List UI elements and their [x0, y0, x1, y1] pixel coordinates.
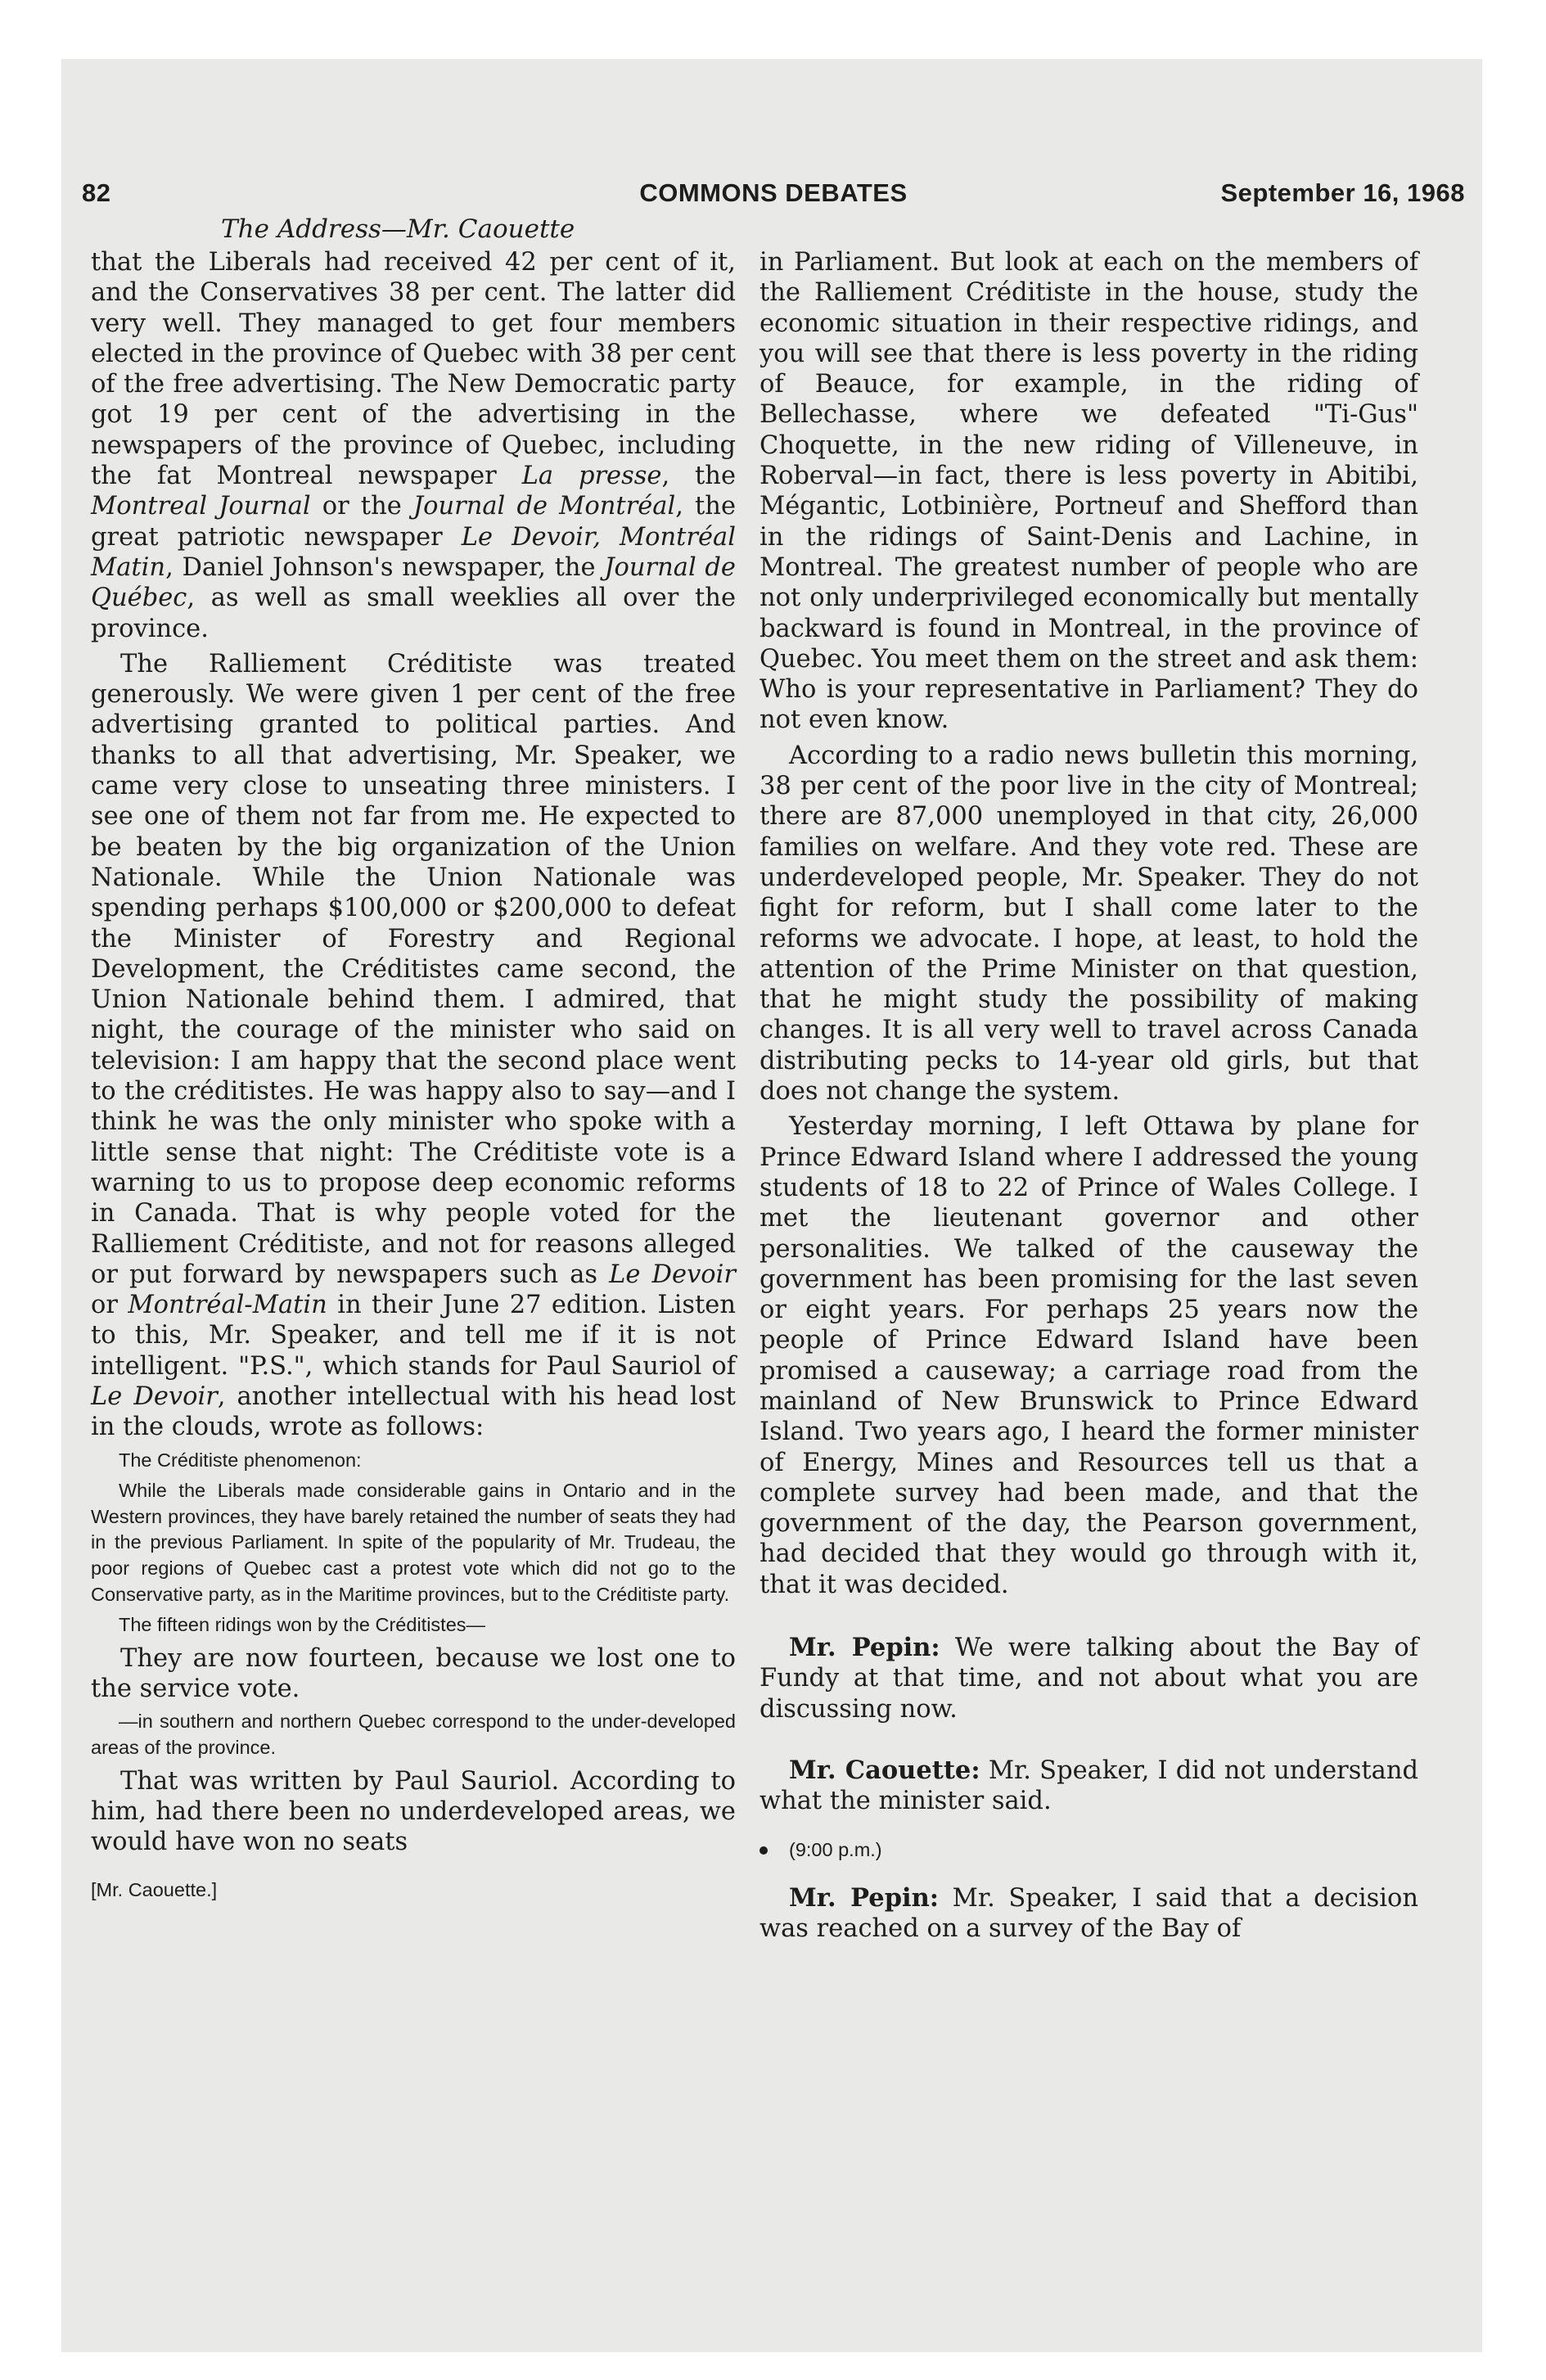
time-marker: (9:00 p.m.): [759, 1835, 1418, 1865]
paragraph: That was written by Paul Sauriol. According to him, had there been no underdeveloped areas, we would have won no seats: [91, 1766, 736, 1857]
speaker-bracket: [Mr. Caouette.]: [91, 1879, 218, 1901]
right-column: [759, 247, 1418, 1944]
section-subheader: The Address—Mr. Caouette: [221, 214, 575, 244]
paragraph: According to a radio news bulletin this morning, 38 per cent of the poor live in the city of Montreal; there are 87,000 unemployed in that city, 26,000 families on welfare. And they vote red. These are underdeveloped people, Mr. Speaker. They do not fight for reform, but I shall come later to the reforms we advocate. I hope, at least, to hold the attention of the Prime Minister on that question, that he might study the possibility of making changes. It is all very well to travel across Canada distributing pecks to 14-year old girls, but that does not change the system.: [759, 741, 1418, 1107]
quotation: While the Liberals made considerable gains in Ontario and in the Western provinces, they have barely retained the number of seats they had in the previous Parliament. In spite of the popularity of Mr. Trudeau, the poor regions of Quebec cast a protest vote which did not go to the Conservative party, as in the Maritime provinces, but to the Créditiste party.: [91, 1480, 736, 1605]
speaker-name: Mr. Pepin:: [789, 1882, 940, 1913]
page-number: 82: [82, 178, 111, 207]
speaker-paragraph: Mr. Pepin: Mr. Speaker, I said that a decision was reached on a survey of the Bay of: [759, 1882, 1419, 1944]
left-column: [91, 247, 736, 1906]
quotation: The Créditiste phenomenon:: [119, 1449, 362, 1471]
bullet-icon: [759, 1846, 768, 1855]
speaker-paragraph: Mr. Pepin: We were talking about the Bay of Fundy at that time, and not about what you are discussing now.: [759, 1633, 1418, 1724]
quotation: The fifteen ridings won by the Créditistes—: [119, 1614, 486, 1636]
header-date: September 16, 1968: [1220, 178, 1465, 207]
paragraph: in Parliament. But look at each on the members of the Ralliement Créditiste in the house, study the economic situation in their respective ridings, and you will see that there is less poverty in the riding of Beauce, for example, in the riding of Bellechasse, where we defeated "Ti-Gus" Choquette, in the new riding of Villeneuve, in Roberval—in fact, there is less poverty in Abitibi, Mégantic, Lotbinière, Portneuf and Shefford than in the ridings of Saint-Denis and Lachine, in Montreal. The greatest number of people who are not only underprivileged economically but mentally backward is found in Montreal, in the province of Quebec. You meet them on the street and ask them: Who is your representative in Parliament? They do not even know.: [759, 248, 1418, 735]
publication-title: COMMONS DEBATES: [639, 178, 908, 207]
speaker-name: Mr. Caouette:: [789, 1755, 980, 1785]
paragraph: The Ralliement Créditiste was treated generously. We were given 1 per cent of the free advertising granted to political parties. And thanks to all that advertising, Mr. Speaker, we came very close to unseating three ministers. I see one of them not far from me. He expected to be beaten by the big organization of the Union Nationale. While the Union Nationale was spending perhaps $100,000 or $200,000 to defeat the Minister of Forestry and Regional Development, the Créditistes came second, the Union Nationale behind them. I admired, that night, the courage of the minister who said on television: I am happy that the second place went to the créditistes. He was happy also to say—and I think he was the only minister who spoke with a little sense that night: The Créditiste vote is a warning to us to propose deep economic reforms in Canada. That is why people voted for the Ralliement Créditiste, and not for reasons alleged or put forward by newspapers such as Le Devoir or Montréal-Matin in their June 27 edition. Listen to this, Mr. Speaker, and tell me if it is not intelligent. "P.S.", which stands for Paul Sauriol of Le Devoir, another intellectual with his head lost in the clouds, wrote as follows:: [91, 649, 736, 1442]
paragraph: Yesterday morning, I left Ottawa by plane for Prince Edward Island where I addressed the young students of 18 to 22 of Prince of Wales College. I met the lieutenant governor and other personalities. We talked of the causeway the government has been promising for the last seven or eight years. For perhaps 25 years now the people of Prince Edward Island have been promised a causeway; a carriage road from the mainland of New Brunswick to Prince Edward Island. Two years ago, I heard the former minister of Energy, Mines and Resources tell us that a complete survey had been made, and that the government of the day, the Pearson government, had decided that they would go through with it, that it was decided.: [759, 1112, 1418, 1599]
page-header: [82, 178, 1465, 219]
speaker-name: Mr. Pepin:: [789, 1633, 940, 1663]
speaker-paragraph: Mr. Caouette: Mr. Speaker, I did not understand what the minister said.: [759, 1755, 1418, 1816]
quotation: —in southern and northern Quebec correspond to the under-developed areas of the province.: [91, 1711, 736, 1758]
paragraph: They are now fourteen, because we lost one to the service vote.: [91, 1643, 736, 1704]
paragraph: that the Liberals had received 42 per cent of it, and the Conservatives 38 per cent. The latter did very well. They managed to get four members elected in the province of Quebec with 38 per cent of the free advertising. The New Democratic party got 19 per cent of the advertising in the newspapers of the province of Quebec, including the fat Montreal newspaper La presse, the Montreal Journal or the Journal de Montréal, the great patriotic newspaper Le Devoir, Montréal Matin, Daniel Johnson's newspaper, the Journal de Québec, as well as small weeklies all over the province.: [91, 248, 737, 643]
